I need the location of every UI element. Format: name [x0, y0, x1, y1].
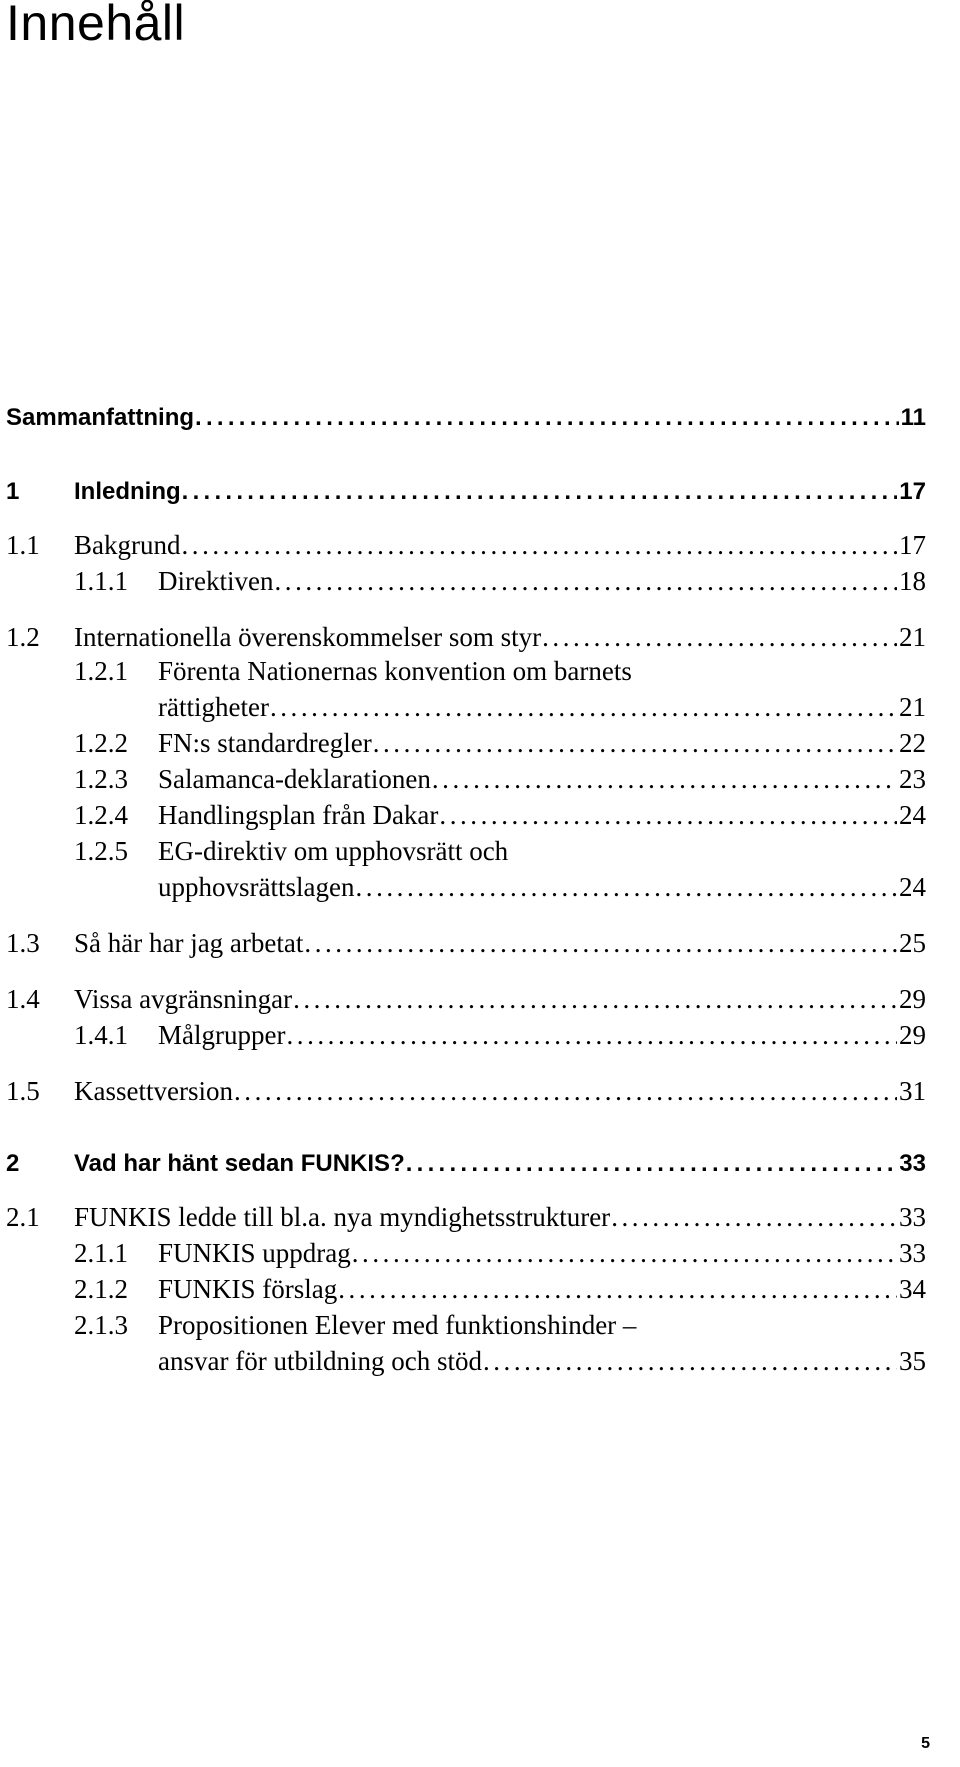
toc-entry-number: 1.5: [6, 1076, 40, 1106]
toc-entry-2-1[interactable]: [6, 1202, 926, 1233]
toc-entry-1-2-3[interactable]: [74, 764, 926, 795]
toc-entry-1-1[interactable]: [6, 530, 926, 561]
toc-entry-number: 1.2.2: [74, 728, 128, 758]
toc-leader-dots: [542, 622, 897, 653]
toc-entry-number: 2.1.2: [74, 1274, 128, 1304]
toc-entry-number: 1.2.1: [74, 656, 128, 686]
toc-entry-title: ansvar för utbildning och stöd: [158, 1346, 482, 1376]
toc-entry-page: 23: [899, 764, 926, 794]
toc-entry-title: Sammanfattning: [6, 404, 195, 431]
toc-entry-1-2-5[interactable]: [158, 872, 926, 903]
toc-entry-page: 24: [899, 872, 926, 902]
toc-entry-number: 1.4.1: [74, 1020, 128, 1050]
toc-entry-title: Vissa avgränsningar: [74, 984, 293, 1014]
toc-leader-dots: [304, 928, 897, 959]
toc-entry-page: 29: [899, 1020, 926, 1050]
toc-leader-dots: [406, 1150, 898, 1178]
toc-entry-page: 33: [899, 1238, 926, 1268]
toc-entry-number: 2.1: [6, 1202, 40, 1232]
toc-entry-number: 2: [6, 1150, 20, 1177]
toc-entry-title: rättigheter: [158, 692, 269, 722]
toc-entry-1-2-2[interactable]: [74, 728, 926, 759]
toc-entry-page: 33: [899, 1202, 926, 1232]
toc-entry-2-1-3[interactable]: [158, 1346, 926, 1377]
toc-leader-dots: [611, 1202, 897, 1233]
toc-entry-1-4[interactable]: [6, 984, 926, 1015]
toc-entry-title-line1: EG-direktiv om upphovsrätt och: [158, 836, 509, 866]
toc-entry-2-1-2[interactable]: [74, 1274, 926, 1305]
toc-entry-title: upphovsrättslagen: [158, 872, 355, 902]
toc-leader-dots: [182, 478, 898, 506]
toc-entry-2-1-1[interactable]: [74, 1238, 926, 1269]
toc-entry-number: 1: [6, 478, 20, 505]
toc-entry-1-2-4[interactable]: [74, 800, 926, 831]
toc-leader-dots: [286, 1020, 897, 1051]
page-number: 5: [921, 1735, 930, 1752]
toc-entry-1-2-5-first-line[interactable]: [74, 836, 508, 867]
toc-entry-number: 2.1.1: [74, 1238, 128, 1268]
toc-entry-page: 31: [899, 1076, 926, 1106]
toc-leader-dots: [234, 1076, 897, 1107]
toc-entry-2-1-3-first-line[interactable]: [74, 1310, 636, 1341]
toc-entry-title: Internationella överenskommelser som styr: [74, 622, 542, 652]
toc-entry-title-line1: Förenta Nationernas konvention om barnets: [158, 656, 632, 686]
toc-leader-dots: [352, 1238, 897, 1269]
toc-entry-title: Så här har jag arbetat: [74, 928, 304, 958]
toc-entry-page: 21: [899, 622, 926, 652]
toc-entry-1-4-1[interactable]: [74, 1020, 926, 1051]
toc-entry-title: FUNKIS ledde till bl.a. nya myndighetsstrukturer: [74, 1202, 611, 1232]
toc-leader-dots: [181, 530, 897, 561]
toc-leader-dots: [293, 984, 897, 1015]
toc-entry-1-2-1-first-line[interactable]: [74, 656, 632, 687]
toc-entry-page: 25: [899, 928, 926, 958]
toc-entry-title: Målgrupper: [158, 1020, 286, 1050]
toc-entry-title: FUNKIS uppdrag: [158, 1238, 351, 1268]
toc-entry-1[interactable]: [6, 478, 926, 506]
toc-entry-number: 1.1.1: [74, 566, 128, 596]
toc-entry-title: Salamanca-deklarationen: [158, 764, 431, 794]
toc-entry-1-1-1[interactable]: [74, 566, 926, 597]
toc-entry-title: Handlingsplan från Dakar: [158, 800, 439, 830]
toc-entry-page: 18: [899, 566, 926, 596]
toc-entry-number: 1.4: [6, 984, 40, 1014]
toc-entry-number: 1.2.4: [74, 800, 128, 830]
toc-leader-dots: [338, 1274, 897, 1305]
toc-leader-dots: [195, 404, 899, 432]
toc-entry-1-3[interactable]: [6, 928, 926, 959]
toc-entry-page: 21: [899, 692, 926, 722]
toc-entry-title-line1: Propositionen Elever med funktionshinder –: [158, 1310, 637, 1340]
toc-entry-number: 1.2.5: [74, 836, 128, 866]
toc-leader-dots: [432, 764, 897, 795]
toc-entry-title: Inledning: [74, 478, 181, 505]
toc-entry-page: 33: [899, 1150, 926, 1177]
toc-entry-2[interactable]: [6, 1150, 926, 1178]
toc-entry-page: 17: [899, 478, 926, 505]
toc-entry-title: Direktiven: [158, 566, 274, 596]
toc-entry-title: Kassettversion: [74, 1076, 233, 1106]
toc-entry-title: Bakgrund: [74, 530, 181, 560]
toc-entry-page: 35: [899, 1346, 926, 1376]
toc-entry-1-5[interactable]: [6, 1076, 926, 1107]
toc-entry-number: 1.3: [6, 928, 40, 958]
toc-leader-dots: [274, 566, 897, 597]
toc-entry-number: 1.2: [6, 622, 40, 652]
toc-entry-page: 11: [900, 404, 926, 431]
toc-leader-dots: [355, 872, 897, 903]
toc-entry-page: 17: [899, 530, 926, 560]
toc-entry-page: 29: [899, 984, 926, 1014]
toc-entry-page: 22: [899, 728, 926, 758]
page-title: Innehåll: [6, 0, 186, 51]
toc-entry-page: 34: [899, 1274, 926, 1304]
toc-leader-dots: [483, 1346, 897, 1377]
toc-leader-dots: [439, 800, 897, 831]
toc-leader-dots: [373, 728, 897, 759]
toc-entry-number: 2.1.3: [74, 1310, 128, 1340]
toc-entry-number: 1.1: [6, 530, 40, 560]
toc-entry-title: FUNKIS förslag: [158, 1274, 338, 1304]
toc-entry-1-2-1[interactable]: [158, 692, 926, 723]
toc-entry-title: Vad har hänt sedan FUNKIS?: [74, 1150, 405, 1177]
toc-entry-number: 1.2.3: [74, 764, 128, 794]
toc-entry-title: FN:s standardregler: [158, 728, 372, 758]
toc-entry-page: 24: [899, 800, 926, 830]
toc-entry-1-2[interactable]: [6, 622, 926, 653]
toc-leader-dots: [270, 692, 897, 723]
toc-entry-sammanfattning[interactable]: [6, 404, 926, 432]
